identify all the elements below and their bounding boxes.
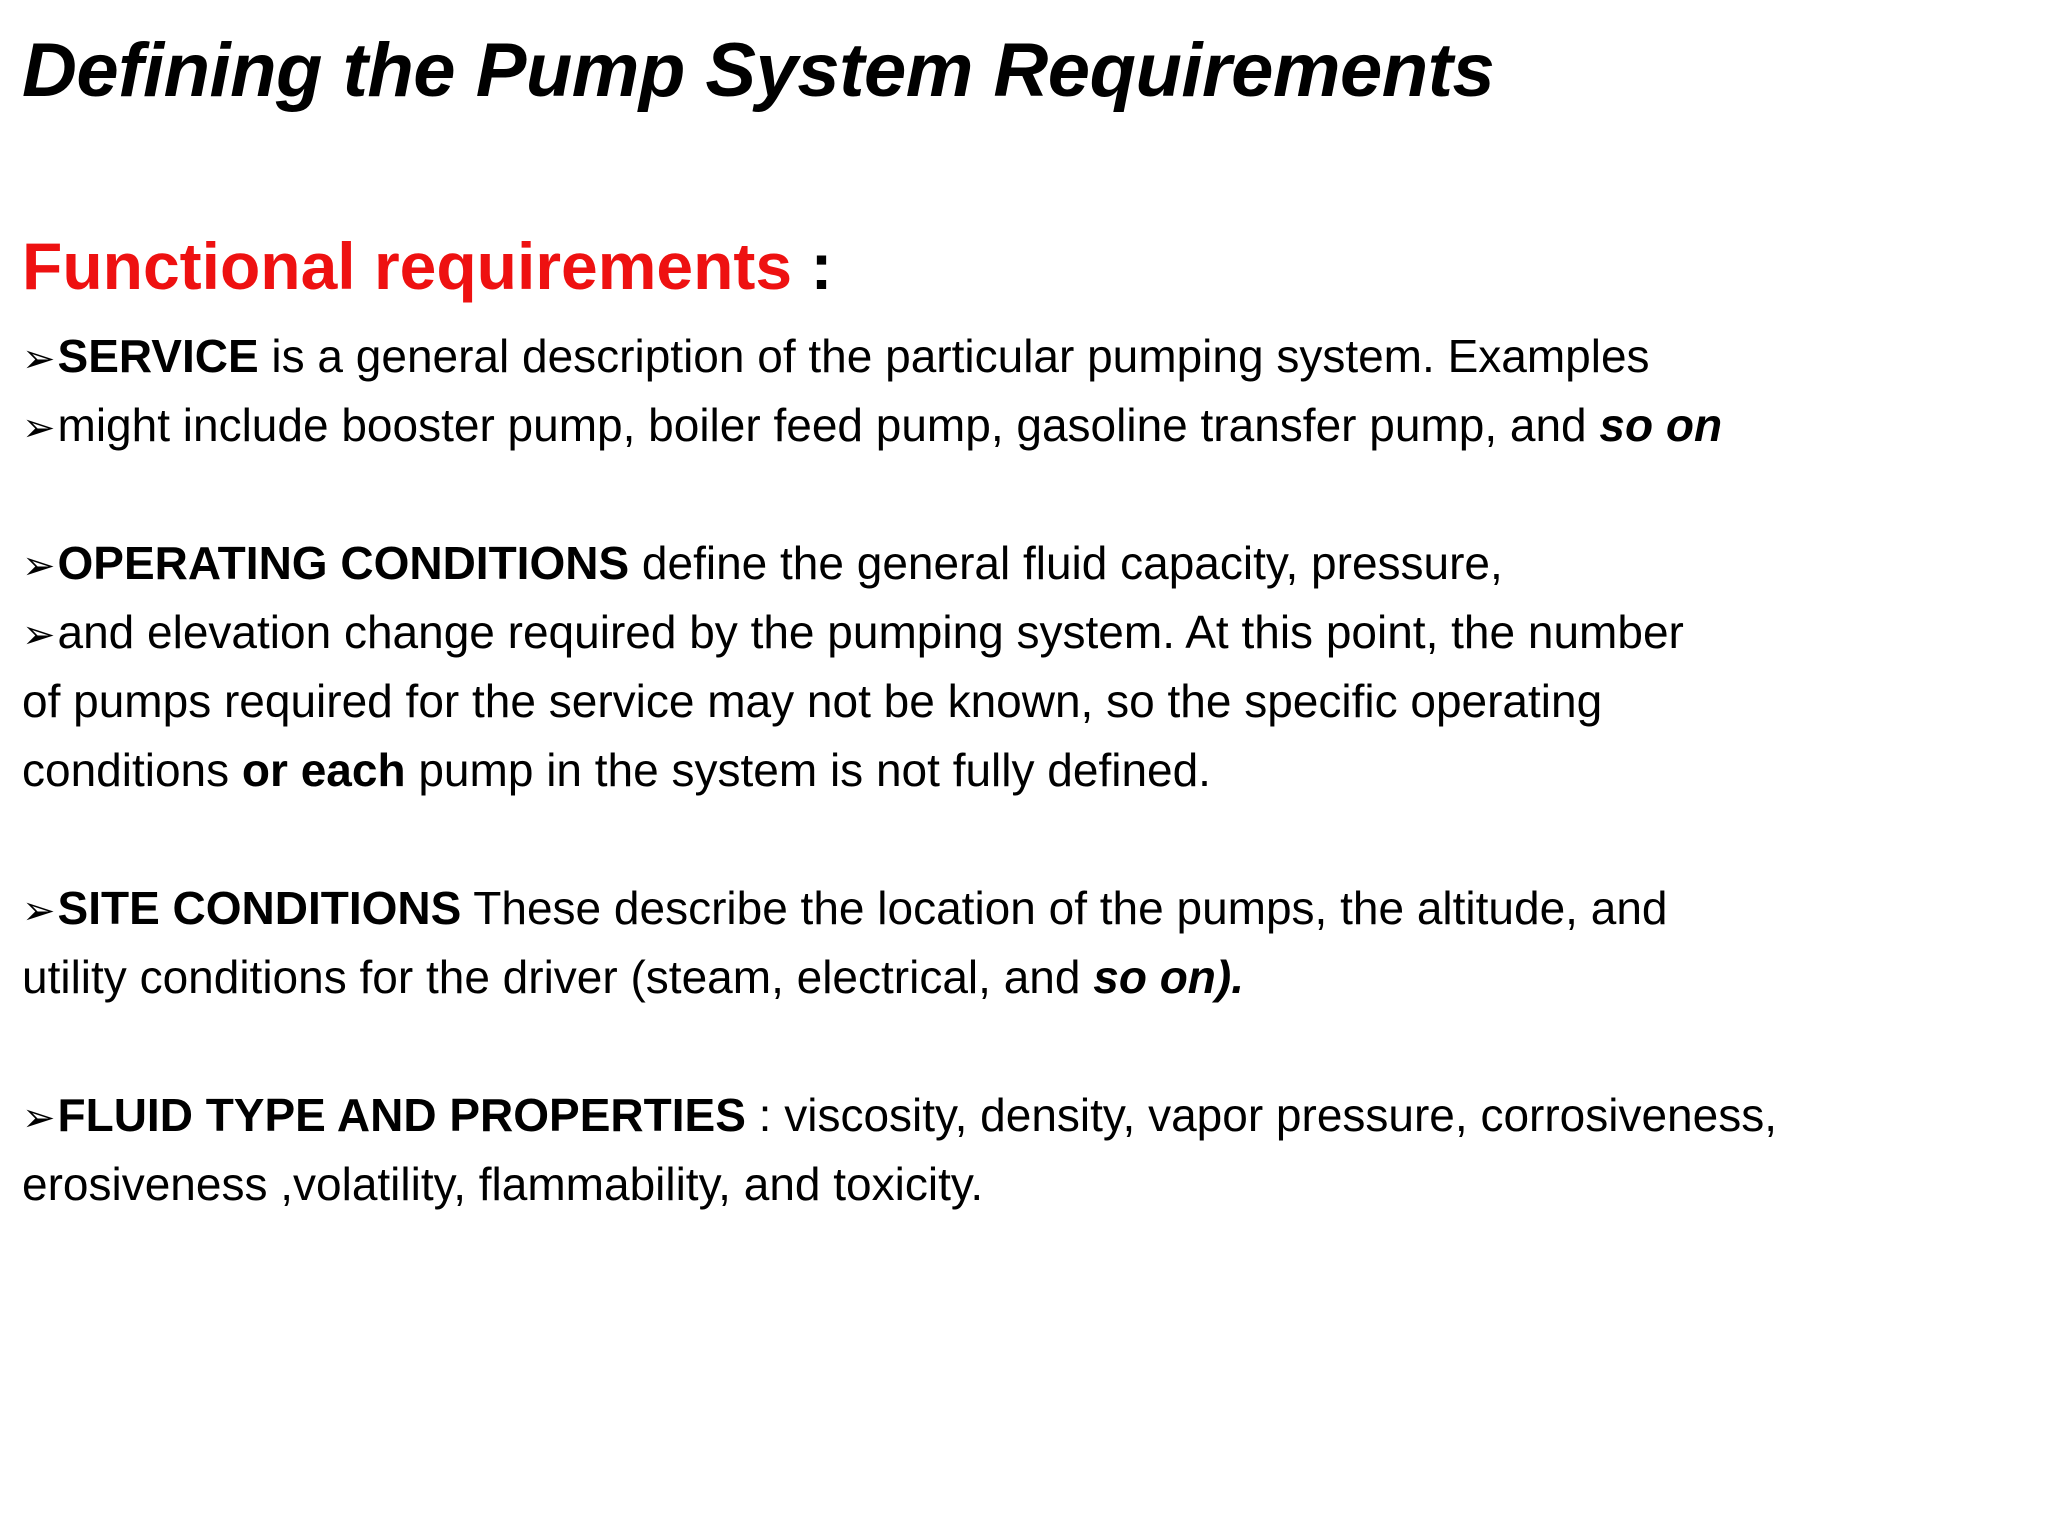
fluid-term: FLUID TYPE AND PROPERTIES [57, 1089, 746, 1141]
service-text-1: is a general description of the particular pumping system. Examples [258, 330, 1650, 382]
spacer [22, 1012, 2022, 1081]
service-line-1 [22, 322, 2022, 391]
operating-term: OPERATING CONDITIONS [57, 537, 630, 589]
arrow-bullet-icon: ➢ [22, 888, 56, 934]
section-heading [22, 226, 832, 306]
site-text-1: These describe the location of the pumps, the altitude, and [461, 882, 1668, 934]
fluid-line-1 [22, 1081, 2022, 1150]
site-term: SITE CONDITIONS [57, 882, 462, 934]
section-heading-label: Functional requirements [22, 229, 793, 303]
site-line-2 [22, 943, 2022, 1012]
operating-text-3: of pumps required for the service may not be known, so the specific operating [22, 675, 1603, 727]
service-text-2: might include booster pump, boiler feed pump, gasoline transfer pump, and [57, 399, 1600, 451]
fluid-line-2 [22, 1150, 2022, 1219]
arrow-bullet-icon: ➢ [22, 543, 56, 589]
operating-emphasis: or each [241, 744, 406, 796]
arrow-bullet-icon: ➢ [22, 405, 56, 451]
operating-line-4 [22, 736, 2022, 805]
service-term: SERVICE [57, 330, 259, 382]
site-emphasis: so on). [1093, 951, 1244, 1003]
slide-title: Defining the Pump System Requirements [22, 28, 1495, 113]
site-text-2: utility conditions for the driver (steam, electrical, and [22, 951, 1094, 1003]
section-heading-colon: : [792, 229, 833, 303]
arrow-bullet-icon: ➢ [22, 336, 56, 382]
arrow-bullet-icon: ➢ [22, 1095, 56, 1141]
operating-line-1 [22, 529, 2022, 598]
service-line-2 [22, 391, 2022, 460]
arrow-bullet-icon: ➢ [22, 612, 56, 658]
site-line-1 [22, 874, 2022, 943]
operating-line-2 [22, 598, 2022, 667]
spacer [22, 460, 2022, 529]
operating-text-4b: pump in the system is not fully defined. [405, 744, 1211, 796]
operating-text-2: and elevation change required by the pumping system. At this point, the number [57, 606, 1684, 658]
spacer [22, 805, 2022, 874]
service-emphasis: so on [1599, 399, 1723, 451]
fluid-text-1: : viscosity, density, vapor pressure, corrosiveness, [745, 1089, 1778, 1141]
operating-text-4a: conditions [22, 744, 242, 796]
fluid-text-2: erosiveness ,volatility, flammability, and toxicity. [22, 1158, 984, 1210]
operating-text-1: define the general fluid capacity, pressure, [629, 537, 1503, 589]
requirements-body [22, 322, 2022, 1219]
operating-line-3 [22, 667, 2022, 736]
